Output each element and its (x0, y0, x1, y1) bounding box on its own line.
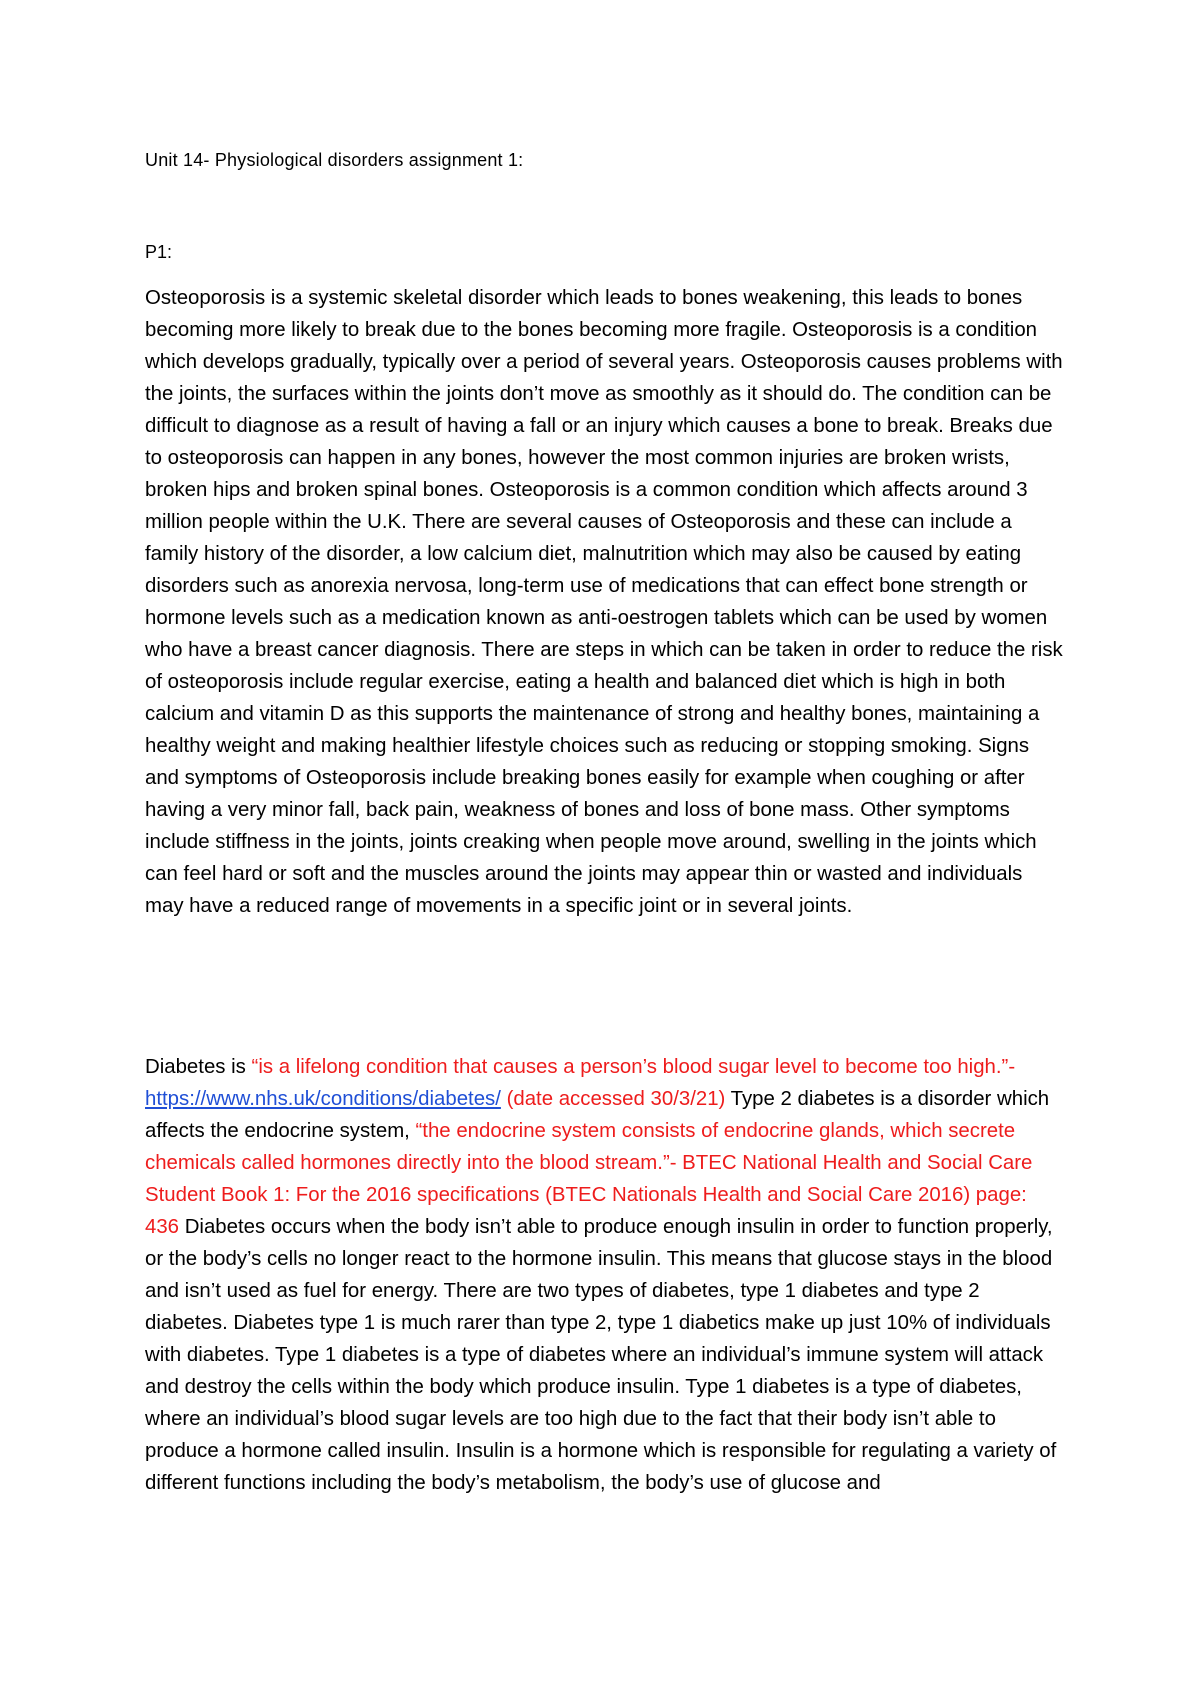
section-heading-p1: P1: (145, 242, 173, 262)
date-accessed-note: (date accessed 30/3/21) (500, 1088, 726, 1110)
diabetes-body-text: Diabetes occurs when the body isn’t able to produce enough insulin in order to function properly, or the body’s cells no longer react to the hormone insulin. This means that glucose stays in the blood and isn’t used as fuel for energy. There are two types of diabetes, type 1 diabetes and type 2 diabetes. Diabetes type 1 is much rarer than type 2, type 1 diabetics make up just 10% of individuals with diabetes. Type 1 diabetes is a type of diabetes where an individual’s immune system will attack and destroy the cells within the body which produce insulin. Type 1 diabetes is a type of diabetes, where an individual’s blood sugar levels are too high due to the fact that their body isn’t able to produce a hormone called insulin. Insulin is a hormone which is responsible for regulating a variety of different functions including the body’s metabolism, the body’s use of glucose and (145, 1216, 1057, 1494)
osteoporosis-paragraph: Osteoporosis is a systemic skeletal disorder which leads to bones weakening, this leads to bones becoming more likely to break due to the bones becoming more fragile. Osteoporosis is a condition which develops gradually, typically over a period of several years. Osteoporosis causes problems with the joints, the surfaces within the joints don’t move as smoothly as it should do. The condition can be difficult to diagnose as a result of having a fall or an injury which causes a bone to break. Breaks due to osteoporosis can happen in any bones, however the most common injuries are broken wrists, broken hips and broken spinal bones. Osteoporosis is a common condition which affects around 3 million people within the U.K. There are several causes of Osteoporosis and these can include a family history of the disorder, a low calcium diet, malnutrition which may also be caused by eating disorders such as anorexia nervosa, long-term use of medications that can effect bone strength or hormone levels such as a medication known as anti-oestrogen tablets which can be used by women who have a breast cancer diagnosis. There are steps in which can be taken in order to reduce the risk of osteoporosis include regular exercise, eating a health and balanced diet which is high in both calcium and vitamin D as this supports the maintenance of strong and healthy bones, maintaining a healthy weight and making healthier lifestyle choices such as reducing or stopping smoking. Signs and symptoms of Osteoporosis include breaking bones easily for example when coughing or after having a very minor fall, back pain, weakness of bones and loss of bone mass. Other symptoms include stiffness in the joints, joints creaking when people move around, swelling in the joints which can feel hard or soft and the muscles around the joints may appear thin or wasted and individuals may have a reduced range of movements in a specific joint or in several joints. (145, 287, 1063, 917)
diabetes-intro-text: Diabetes is (145, 1056, 252, 1078)
diabetes-paragraph (145, 1051, 1065, 1499)
endocrine-intro-text: Type 2 diabetes is a disorder which affects the endocrine system, (145, 1088, 1050, 1142)
nhs-diabetes-link[interactable]: https://www.nhs.uk/conditions/diabetes/ (145, 1088, 501, 1110)
btec-quote: “the endocrine system consists of endocrine glands, which secrete chemicals called hormones directly into the blood stream.”- BTEC National Health and Social Care Student Book 1: For the 2016 specifications (BTEC Nationals Health and Social Care 2016) page: 436 (145, 1120, 1033, 1238)
nhs-quote: “is a lifelong condition that causes a person’s blood sugar level to become too high.”- (251, 1056, 1016, 1078)
document-title: Unit 14- Physiological disorders assignment 1: (145, 150, 524, 170)
